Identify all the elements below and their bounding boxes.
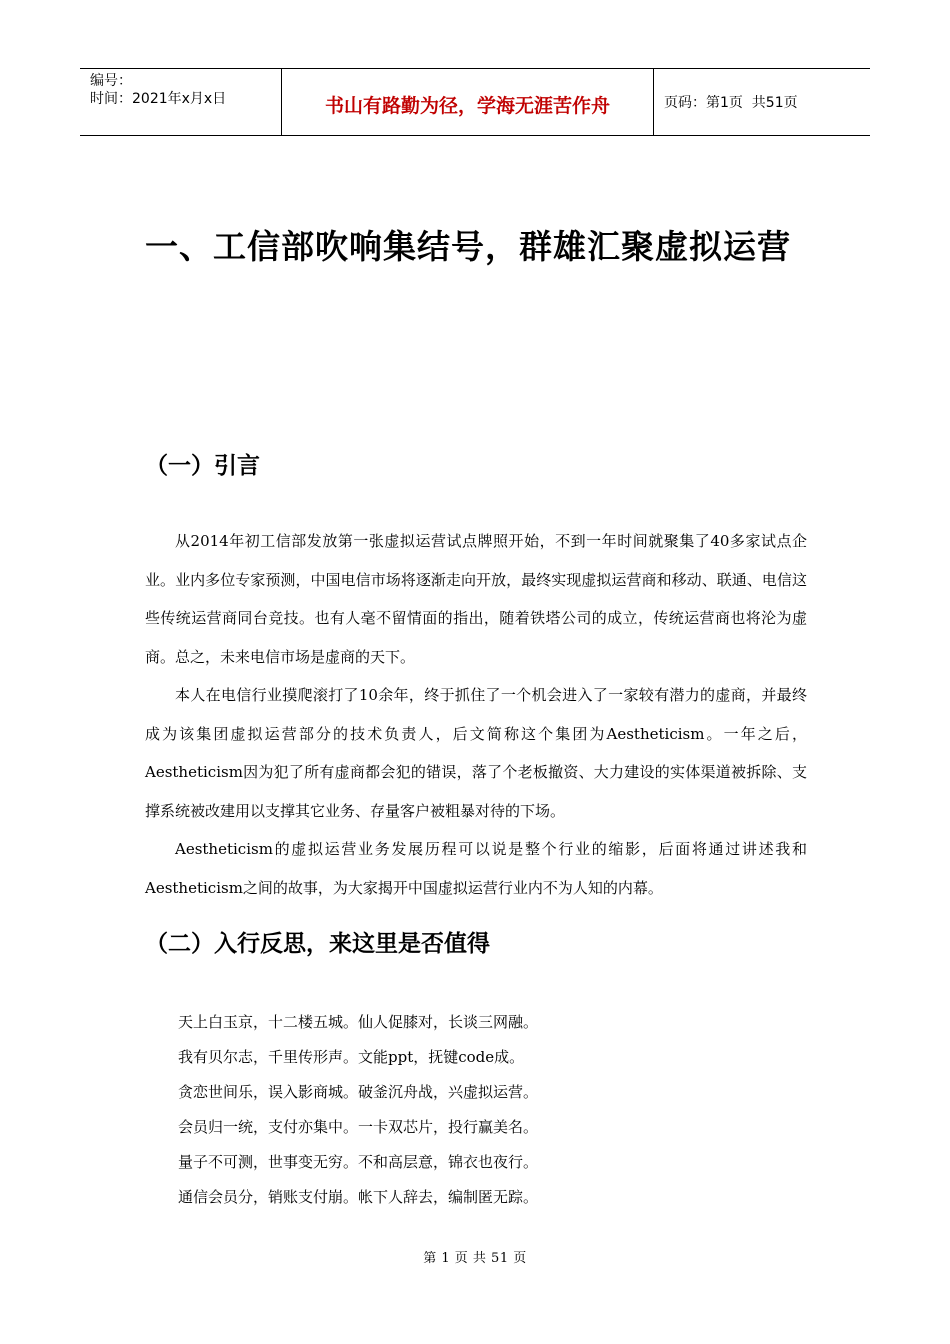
poem-line: 会员归一统，支付亦集中。一卡双芯片，投行赢美名。 bbox=[178, 1118, 539, 1136]
poem-line: 量子不可测，世事变无穷。不和高层意，锦衣也夜行。 bbox=[178, 1153, 539, 1171]
header-meta bbox=[80, 69, 282, 135]
page-header bbox=[80, 68, 870, 136]
document-title: 一、工信部吹响集结号，群雄汇聚虚拟运营 bbox=[145, 227, 791, 266]
header-motto-text: 书山有路勤为径，学海无涯苦作舟 bbox=[324, 94, 610, 117]
header-number: 编号： bbox=[90, 73, 132, 89]
header-page-info-text: 页码：第1页 共51页 bbox=[664, 95, 798, 111]
header-motto bbox=[282, 69, 654, 135]
poem-line: 我有贝尔志，千里传形声。文能ppt，抚键code成。 bbox=[178, 1048, 525, 1066]
intro-paragraph-1: 从2014年初工信部发放第一张虚拟运营试点牌照开始，不到一年时间就聚集了40多家试点企业。业内多位专家预测，中国电信市场将逐渐走向开放，最终实现虚拟运营商和移动、联通、电信这些传统运营商同台竞技。也有人毫不留情面的指出，随着铁塔公司的成立，传统运营商也将沦为虚商。总之，未来电信市场是虚商的天下。 bbox=[145, 532, 807, 666]
poem-line: 通信会员分，销账支付崩。帐下人辞去，编制匿无踪。 bbox=[178, 1188, 539, 1206]
section-heading-reflection: （二）入行反思，来这里是否值得 bbox=[145, 931, 490, 957]
footer-page-number: 第 1 页 共 51 页 bbox=[423, 1251, 527, 1266]
intro-paragraph-3: Aestheticism的虚拟运营业务发展历程可以说是整个行业的缩影，后面将通过讲述我和Aestheticism之间的故事，为大家揭开中国虚拟运营行业内不为人知的内幕。 bbox=[145, 840, 807, 897]
poem-block bbox=[178, 1005, 538, 1215]
section-heading-intro: （一）引言 bbox=[145, 453, 260, 479]
page-footer bbox=[0, 1247, 950, 1266]
header-time: 时间：2021年x月x日 bbox=[90, 91, 227, 107]
intro-paragraph-2: 本人在电信行业摸爬滚打了10余年，终于抓住了一个机会进入了一家较有潜力的虚商，并最终成为该集团虚拟运营部分的技术负责人，后文简称这个集团为Aestheticism。一年之后，Aestheticism因为犯了所有虚商都会犯的错误，落了个老板撤资、大力建设的实体渠道被拆除、支撑系统被改建用以支撑其它业务、存量客户被粗暴对待的下场。 bbox=[145, 686, 807, 820]
poem-line: 天上白玉京，十二楼五城。仙人促膝对，长谈三网融。 bbox=[178, 1013, 539, 1031]
intro-body bbox=[145, 522, 807, 907]
header-page-info bbox=[654, 69, 870, 135]
poem-line: 贪恋世间乐，误入影商城。破釜沉舟战，兴虚拟运营。 bbox=[178, 1083, 539, 1101]
